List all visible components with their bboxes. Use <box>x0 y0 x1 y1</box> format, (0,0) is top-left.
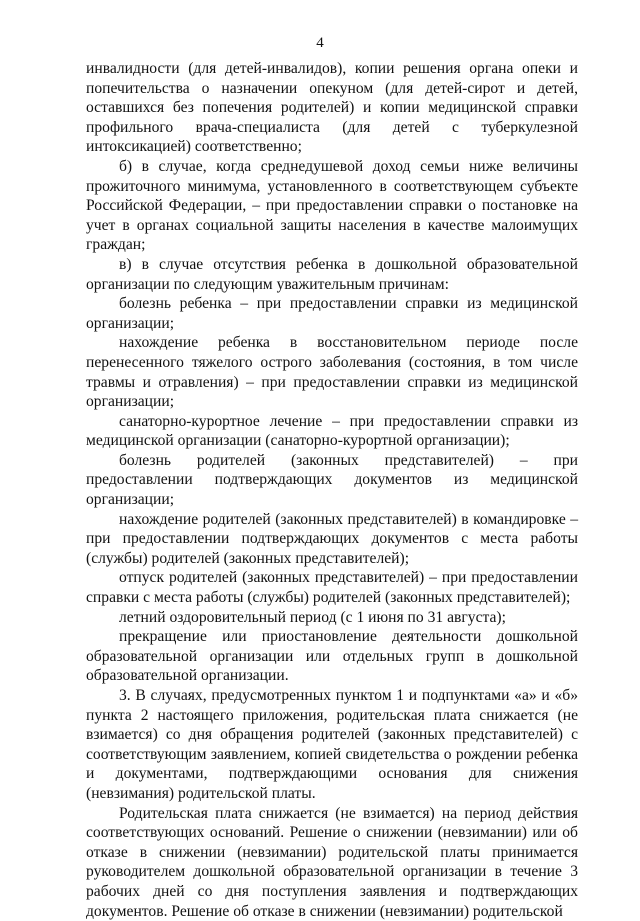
paragraph-reason-vacation: отпуск родителей (законных представителей) – при предоставлении справки с места работы (службы) родителей (законных представителей); <box>86 569 578 607</box>
paragraph-reason-parent-illness: болезнь родителей (законных представителей) – при предоставлении подтверждающих документов из медицинской организации; <box>86 451 578 509</box>
paragraph-fee-decision: Родительская плата снижается (не взимается) на период действия соответствующих оснований. Решение о снижении (невзимании) или об отказе в снижении (невзимании) родительской платы принимается руководителем дошкольной образовательной организации в течение 3 рабочих дней со дня поступления заявления и подтверждающих документов. Решение об отказе в снижении (невзимании) родительской <box>86 804 578 920</box>
paragraph-reason-suspension: прекращение или приостановление деятельности дошкольной образовательной организации или отдельных групп в дошкольной образовательной организации. <box>86 628 578 685</box>
paragraph-item-3: 3. В случаях, предусмотренных пунктом 1 и подпунктами «а» и «б» пункта 2 настоящего приложения, родительская плата снижается (не взимается) со дня обращения родителей (законных представителей) с соответствующим заявлением, копией свидетельства о рождении ребенка и документами, подтверждающими основания для снижения (невзимания) родительской платы. <box>86 687 578 802</box>
paragraph-reason-recovery: нахождение ребенка в восстановительном периоде после перенесенного тяжелого острого заболевания (состояния, в том числе травмы и отравления) – при предоставлении справки из медицинской организации; <box>86 334 578 411</box>
paragraph-subitem-b: б) в случае, когда среднедушевой доход семьи ниже величины прожиточного минимума, установленного в соответствующем субъекте Российской Федерации, – при предоставлении справки о постановке на учет в органах социальной защиты населения в качестве малоимущих граждан; <box>86 157 578 254</box>
paragraph-subitem-v: в) в случае отсутствия ребенка в дошкольной образовательной организации по следующим уважительным причинам: <box>86 255 578 293</box>
page-number: 4 <box>316 35 324 51</box>
paragraph-continuation: инвалидности (для детей-инвалидов), копии решения органа опеки и попечительства о назначении опекуном (для детей-сирот и детей, оставшихся без попечения родителей) и копии медицинской справки профильного врача-специалиста (для детей с туберкулезной интоксикацией) соответственно; <box>86 60 578 156</box>
paragraph-reason-summer: летний оздоровительный период (с 1 июня по 31 августа); <box>119 608 506 626</box>
paragraph-reason-business-trip: нахождение родителей (законных представителей) в командировке – при предоставлении подтверждающих документов с места работы (службы) родителей (законных представителей); <box>86 510 578 567</box>
paragraph-reason-child-illness: болезнь ребенка – при предоставлении справки из медицинской организации; <box>86 295 578 332</box>
paragraph-reason-sanatorium: санаторно-курортное лечение – при предоставлении справки из медицинской организации (санаторно-курортной организации); <box>86 412 578 450</box>
document-body <box>86 59 578 921</box>
